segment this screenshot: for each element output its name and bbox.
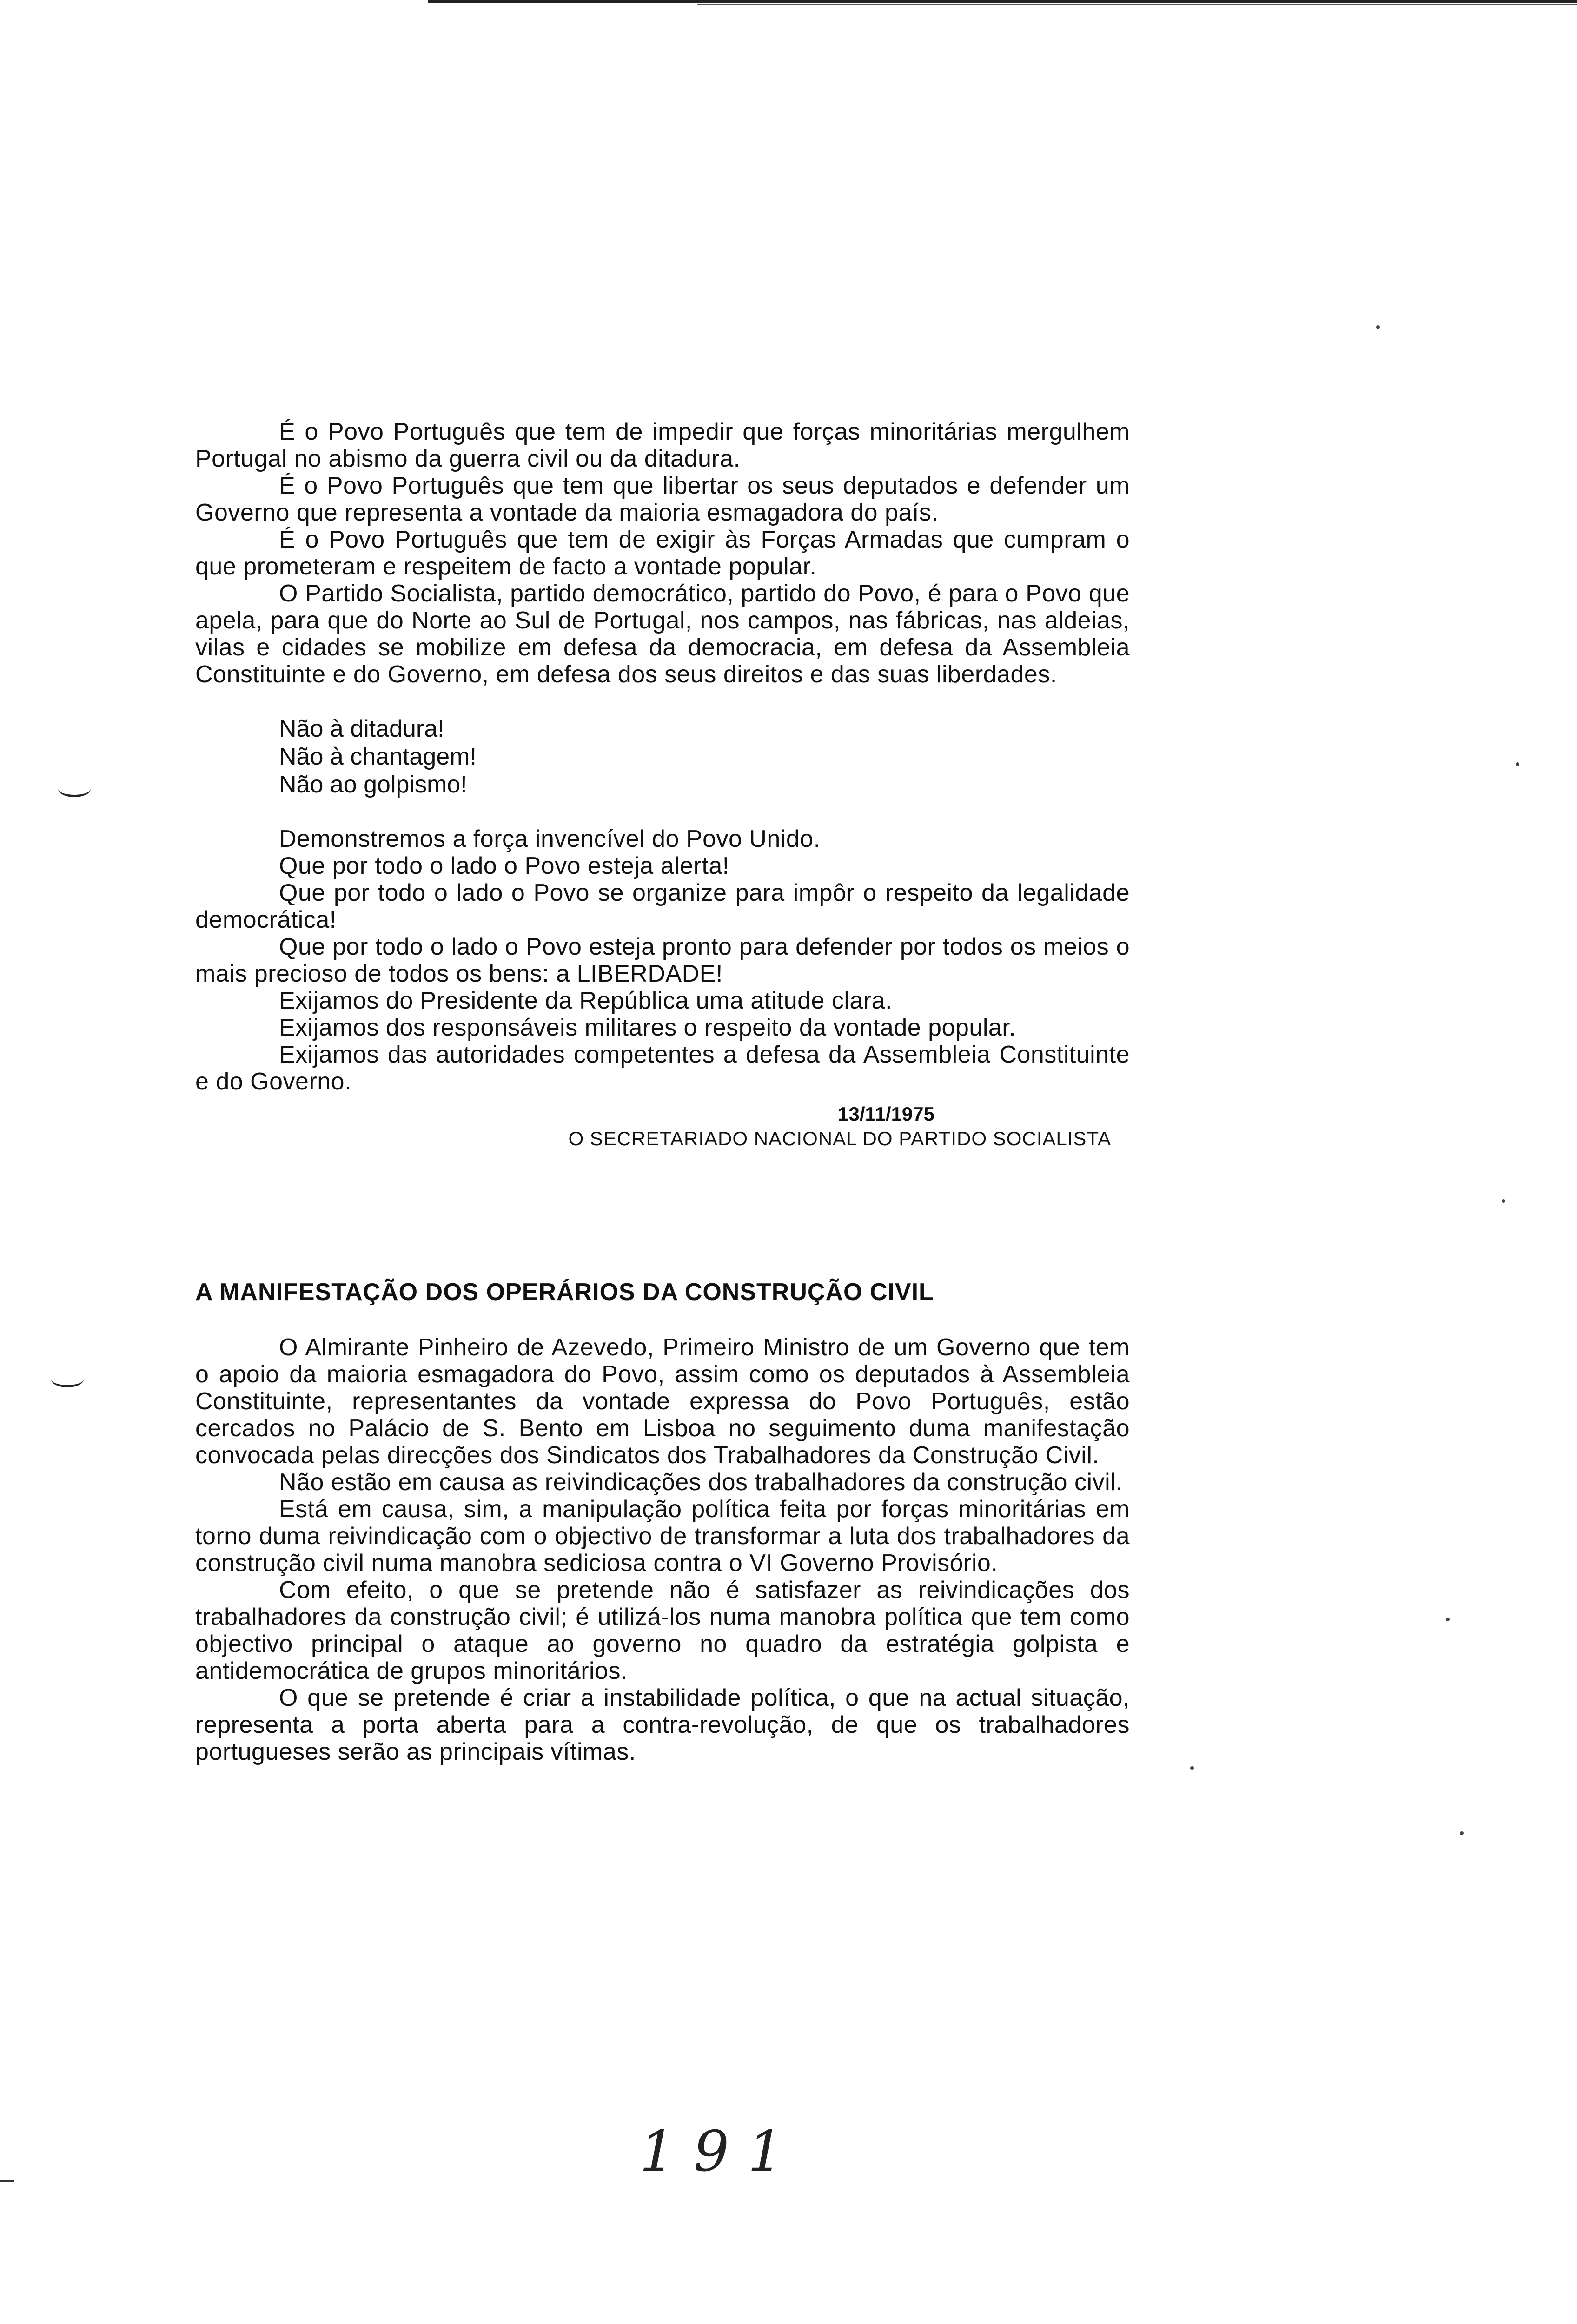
scan-speck: [1460, 1831, 1464, 1835]
scan-speck: [1376, 325, 1380, 329]
paragraph: É o Povo Português que tem de impedir que forças minoritárias mergulhem Portugal no abismo da guerra civil ou da ditadura.: [195, 418, 1130, 472]
scan-edge-line: [428, 0, 1577, 3]
paragraph: Está em causa, sim, a manipulação política feita por forças minoritárias em torno duma reivindicação com o objectivo de transformar a luta dos trabalhadores da construção civil numa manobra sediciosa contra o VI Governo Provisório.: [195, 1496, 1130, 1577]
punch-hole-mark: [51, 1371, 84, 1387]
handwritten-page-number: 191: [639, 2119, 802, 2184]
paragraph: É o Povo Português que tem de exigir às Forças Armadas que cumpram o que prometeram e respeitem de facto a vontade popular.: [195, 526, 1130, 580]
paragraph: O que se pretende é criar a instabilidade política, o que na actual situação, representa a porta aberta para a contra-revolução, de que os trabalhadores portugueses serão as principais vítimas.: [195, 1684, 1130, 1765]
scan-speck: [1446, 1618, 1450, 1621]
punch-hole-mark: [58, 781, 91, 797]
call-line: Exijamos do Presidente da República uma atitude clara.: [279, 987, 893, 1014]
call-line: Demonstremos a força invencível do Povo Unido.: [279, 825, 821, 852]
slogan: Não à chantagem!: [279, 743, 477, 770]
call-line: Que por todo o lado o Povo se organize para impôr o respeito da legalidade democrática!: [195, 879, 1130, 933]
call-list: [195, 825, 1130, 1095]
document-date: 13/11/1975: [838, 1103, 934, 1125]
section-heading: A MANIFESTAÇÃO DOS OPERÁRIOS DA CONSTRUÇÃO CIVIL: [195, 1279, 934, 1306]
call-line: Exijamos das autoridades competentes a defesa da Assembleia Constituinte e do Governo.: [195, 1041, 1130, 1095]
signature: O SECRETARIADO NACIONAL DO PARTIDO SOCIALISTA: [568, 1128, 1111, 1149]
paragraph: Não estão em causa as reivindicações dos trabalhadores da construção civil.: [279, 1469, 1123, 1496]
call-line: Exijamos dos responsáveis militares o respeito da vontade popular.: [279, 1014, 1016, 1041]
slogan-list: [195, 715, 1130, 799]
paragraph: O Almirante Pinheiro de Azevedo, Primeiro Ministro de um Governo que tem o apoio da maioria esmagadora do Povo, assim como os deputados à Assembleia Constituinte, representantes da vontade expressa do Povo Português, estão cercados no Palácio de S. Bento em Lisboa no seguimento duma manifestação convocada pelas direcções dos Sindicatos dos Trabalhadores da Construção Civil.: [195, 1334, 1130, 1469]
slogan: Não ao golpismo!: [279, 771, 467, 798]
call-line: Que por todo o lado o Povo esteja alerta!: [279, 852, 729, 879]
scan-speck: [1190, 1766, 1194, 1770]
call-line: Que por todo o lado o Povo esteja pronto para defender por todos os meios o mais precioso de todos os bens: a LIBERDADE!: [195, 933, 1130, 987]
paragraph: Com efeito, o que se pretende não é satisfazer as reivindicações dos trabalhadores da construção civil; é utilizá-los numa manobra política que tem como objectivo principal o ataque ao governo no quadro da estratégia golpista e antidemocrática de grupos minoritários.: [195, 1577, 1130, 1684]
manifesto-section: [195, 418, 1130, 1152]
slogan: Não à ditadura!: [279, 715, 444, 742]
paragraph: É o Povo Português que tem que libertar os seus deputados e defender um Governo que representa a vontade da maioria esmagadora do país.: [195, 472, 1130, 526]
scan-speck: [0, 2180, 14, 2182]
scan-edge-line: [697, 4, 1577, 5]
article-section: [195, 1278, 1130, 1765]
paragraph: O Partido Socialista, partido democrático, partido do Povo, é para o Povo que apela, para que do Norte ao Sul de Portugal, nos campos, nas fábricas, nas aldeias, vilas e cidades se mobilize em defesa da democracia, em defesa da Assembleia Constituinte e do Governo, em defesa dos seus direitos e das suas liberdades.: [195, 580, 1130, 688]
scan-speck: [1516, 762, 1519, 766]
scan-speck: [1502, 1199, 1505, 1203]
